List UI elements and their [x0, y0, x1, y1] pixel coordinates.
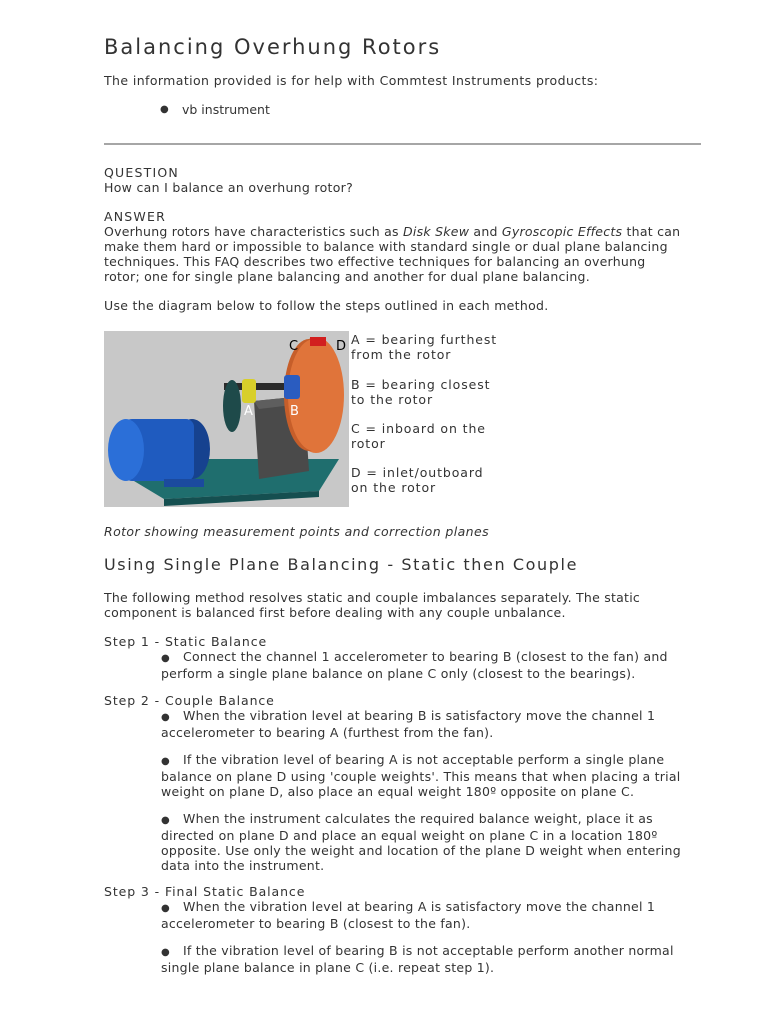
- section-heading: Using Single Plane Balancing - Static then Couple: [104, 555, 579, 574]
- question-text: How can I balance an overhung rotor?: [104, 180, 354, 195]
- step-1-title: Step 1 - Static Balance: [104, 634, 268, 649]
- product-list-item: [160, 102, 270, 117]
- step-item-text: When the vibration level at bearing B is satisfactory move the channel 1 accelerometer to bearing A (furthest from the fan).: [161, 708, 656, 740]
- step-2-item: [161, 752, 696, 799]
- question-label: QUESTION: [104, 165, 179, 180]
- answer-part: that can make them hard or impossible to balance with standard single or dual plane balancing techniques. This FAQ describes two effective techniques for balancing an overhung rotor; one for single plane balancing and another for dual plane balancing.: [104, 224, 681, 284]
- step-2-item: [161, 811, 696, 873]
- step-1-item: [161, 649, 696, 681]
- answer-emphasis: Gyroscopic Effects: [501, 224, 623, 239]
- motor-feet: [164, 479, 204, 487]
- trial-weight: [310, 337, 326, 346]
- pulley: [223, 380, 241, 432]
- label-a: A: [244, 404, 253, 419]
- label-d: D: [336, 339, 347, 354]
- rotor-diagram-image: [104, 331, 349, 507]
- bullet-icon: ●: [161, 903, 170, 914]
- answer-part: Overhung rotors have characteristics such as: [104, 224, 404, 239]
- bullet-icon: ●: [161, 712, 170, 723]
- bullet-icon: ●: [161, 947, 170, 958]
- page-title: Balancing Overhung Rotors: [104, 35, 442, 59]
- step-3-item: [161, 899, 696, 931]
- answer-text: [104, 224, 684, 284]
- step-3-item: [161, 943, 696, 975]
- bearing-b: [284, 375, 300, 399]
- step-item-text: When the vibration level at bearing A is satisfactory move the channel 1 accelerometer to bearing B (closest to the fan).: [161, 899, 656, 931]
- bearing-a: [242, 379, 256, 403]
- step-item-text: Connect the channel 1 accelerometer to bearing B (closest to the fan) and perform a single plane balance on plane C only (closest to the bearings).: [161, 649, 668, 681]
- bullet-icon: ●: [161, 653, 170, 664]
- bullet-icon: ●: [161, 756, 170, 767]
- bullet-icon: ●: [160, 104, 169, 115]
- step-item-text: If the vibration level of bearing A is not acceptable perform a single plane balance on plane D using 'couple weights'. This means that when placing a trial weight on plane D, also place an equal weight 180º opposite on plane C.: [161, 752, 681, 799]
- answer-part: and: [469, 224, 502, 239]
- legend-c: C = inboard on the rotor: [351, 421, 486, 451]
- step-item-text: If the vibration level of bearing B is not acceptable perform another normal single plane balance in plane C (i.e. repeat step 1).: [161, 943, 674, 975]
- legend-a: A = bearing furthest from the rotor: [351, 332, 498, 362]
- label-b: B: [290, 404, 299, 419]
- label-c: C: [289, 339, 299, 354]
- legend-b: B = bearing closest to the rotor: [351, 377, 491, 407]
- answer-label: ANSWER: [104, 209, 166, 224]
- step-2-item: [161, 708, 696, 740]
- divider: [104, 143, 701, 145]
- step-2-title: Step 2 - Couple Balance: [104, 693, 275, 708]
- legend-d: D = inlet/outboard on the rotor: [351, 465, 484, 495]
- bullet-icon: ●: [161, 815, 170, 826]
- step-3-title: Step 3 - Final Static Balance: [104, 884, 306, 899]
- product-name: vb instrument: [182, 102, 270, 117]
- intro-text: The information provided is for help with Commtest Instruments products:: [104, 73, 599, 88]
- figure-caption: Rotor showing measurement points and correction planes: [104, 524, 489, 539]
- section-intro: The following method resolves static and couple imbalances separately. The static component is balanced first before dealing with any couple unbalance.: [104, 590, 641, 620]
- step-item-text: When the instrument calculates the required balance weight, place it as directed on plane D and place an equal weight on plane C in a location 180º opposite. Use only the weight and location of the plane D weight when entering data into the instrument.: [161, 811, 681, 873]
- diagram-intro: Use the diagram below to follow the steps outlined in each method.: [104, 298, 549, 313]
- answer-emphasis: Disk Skew: [403, 224, 470, 239]
- motor-fan-cover: [108, 419, 144, 481]
